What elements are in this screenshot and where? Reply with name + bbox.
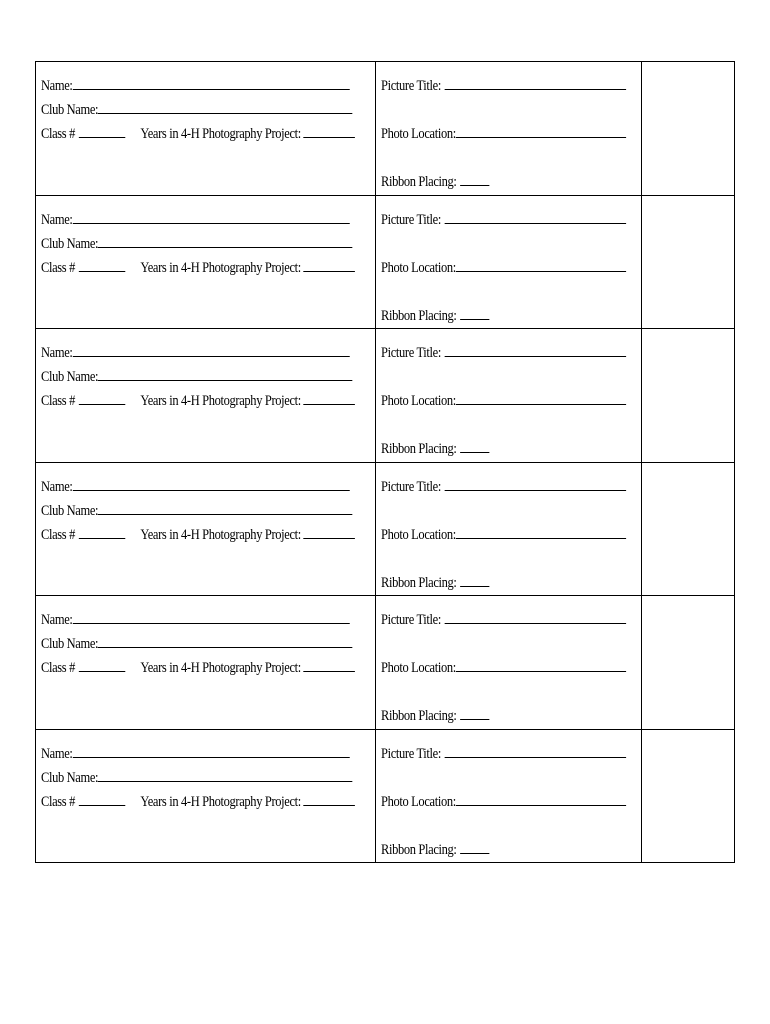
class-number-field[interactable] (78, 124, 124, 138)
photo-location-line (381, 258, 626, 276)
years-in-project-field[interactable] (303, 525, 355, 539)
entry-row (36, 462, 735, 596)
ribbon-placing-label: Ribbon Placing: (381, 708, 458, 724)
ribbon-placing-line (381, 706, 489, 724)
name-field[interactable] (73, 210, 350, 224)
photo-location-label: Photo Location: (381, 126, 457, 142)
photo-location-field[interactable] (456, 391, 626, 405)
name-line (41, 477, 349, 495)
years-in-project-label: Years in 4-H Photography Project: (140, 660, 301, 676)
class-number-field[interactable] (78, 525, 124, 539)
name-label: Name: (41, 745, 73, 762)
ribbon-placing-field[interactable] (460, 706, 489, 720)
name-line (41, 744, 349, 762)
name-line (41, 610, 349, 628)
years-in-project-label: Years in 4-H Photography Project: (140, 793, 301, 810)
photo-mount-cell (641, 462, 734, 596)
class-number-label: Class # (41, 259, 75, 276)
ribbon-placing-field[interactable] (460, 172, 489, 186)
class-number-label: Class # (41, 526, 75, 543)
photo-location-field[interactable] (456, 525, 626, 539)
photo-location-line (381, 792, 626, 810)
picture-title-line (381, 76, 626, 94)
exhibitor-info-cell (36, 62, 376, 196)
photo-mount-cell (641, 62, 734, 196)
class-years-line (41, 792, 355, 810)
photo-info-cell (376, 729, 641, 863)
ribbon-placing-line (381, 306, 489, 324)
ribbon-placing-label: Ribbon Placing: (381, 307, 458, 324)
name-field[interactable] (73, 76, 350, 90)
name-label: Name: (41, 345, 73, 361)
ribbon-placing-line (381, 172, 489, 190)
picture-title-field[interactable] (445, 343, 626, 357)
club-name-label: Club Name: (41, 769, 99, 786)
club-name-label: Club Name: (41, 636, 99, 652)
club-name-field[interactable] (98, 100, 353, 114)
photo-location-line (381, 124, 626, 142)
photo-mount-cell (641, 729, 734, 863)
class-number-field[interactable] (78, 658, 124, 672)
photo-location-label: Photo Location: (381, 526, 457, 543)
exhibitor-info-cell (36, 329, 376, 463)
picture-title-label: Picture Title: (381, 612, 442, 628)
club-name-line (41, 100, 353, 118)
years-in-project-field[interactable] (303, 792, 355, 806)
ribbon-placing-field[interactable] (460, 840, 489, 854)
name-field[interactable] (73, 343, 350, 357)
years-in-project-label: Years in 4-H Photography Project: (140, 126, 301, 142)
class-years-line (41, 124, 355, 142)
photo-location-line (381, 658, 626, 676)
ribbon-placing-label: Ribbon Placing: (381, 441, 458, 457)
name-label: Name: (41, 612, 73, 628)
entry-row (36, 729, 735, 863)
club-name-field[interactable] (98, 234, 353, 248)
class-years-line (41, 658, 355, 676)
class-number-label: Class # (41, 660, 75, 676)
years-in-project-label: Years in 4-H Photography Project: (140, 259, 301, 276)
photo-mount-cell (641, 329, 734, 463)
exhibitor-info-cell (36, 462, 376, 596)
class-years-line (41, 525, 355, 543)
club-name-line (41, 234, 353, 252)
name-label: Name: (41, 478, 73, 495)
exhibitor-info-cell (36, 596, 376, 730)
ribbon-placing-line (381, 840, 489, 858)
entry-row (36, 596, 735, 730)
picture-title-field[interactable] (445, 76, 626, 90)
photo-location-label: Photo Location: (381, 259, 457, 276)
name-line (41, 210, 349, 228)
club-name-line (41, 634, 353, 652)
photo-location-label: Photo Location: (381, 393, 457, 409)
name-label: Name: (41, 211, 73, 228)
photo-location-line (381, 391, 626, 409)
ribbon-placing-label: Ribbon Placing: (381, 174, 458, 190)
club-name-field[interactable] (98, 501, 353, 515)
picture-title-label: Picture Title: (381, 345, 442, 361)
exhibitor-info-cell (36, 195, 376, 329)
name-line (41, 343, 349, 361)
picture-title-label: Picture Title: (381, 478, 442, 495)
photo-location-field[interactable] (456, 792, 626, 806)
entry-table-body (36, 62, 735, 863)
picture-title-label: Picture Title: (381, 745, 442, 762)
picture-title-label: Picture Title: (381, 78, 442, 94)
picture-title-line (381, 477, 626, 495)
name-field[interactable] (73, 744, 350, 758)
club-name-label: Club Name: (41, 369, 99, 385)
name-label: Name: (41, 78, 73, 94)
photo-location-field[interactable] (456, 658, 626, 672)
class-number-label: Class # (41, 126, 75, 142)
ribbon-placing-field[interactable] (460, 439, 489, 453)
photo-location-label: Photo Location: (381, 660, 457, 676)
class-number-field[interactable] (78, 792, 124, 806)
picture-title-field[interactable] (445, 610, 626, 624)
ribbon-placing-line (381, 439, 489, 457)
photo-info-cell (376, 62, 641, 196)
picture-title-label: Picture Title: (381, 211, 442, 228)
entry-row (36, 62, 735, 196)
picture-title-field[interactable] (445, 210, 626, 224)
ribbon-placing-label: Ribbon Placing: (381, 841, 458, 858)
club-name-field[interactable] (98, 367, 353, 381)
ribbon-placing-field[interactable] (460, 306, 489, 320)
club-name-line (41, 768, 353, 786)
years-in-project-field[interactable] (303, 391, 355, 405)
photo-info-cell (376, 462, 641, 596)
years-in-project-label: Years in 4-H Photography Project: (140, 526, 301, 543)
exhibitor-info-cell (36, 729, 376, 863)
club-name-label: Club Name: (41, 102, 99, 118)
class-years-line (41, 391, 355, 409)
picture-title-line (381, 744, 626, 762)
photo-mount-cell (641, 195, 734, 329)
club-name-line (41, 501, 353, 519)
picture-title-field[interactable] (445, 744, 626, 758)
picture-title-line (381, 343, 626, 361)
photo-info-cell (376, 596, 641, 730)
years-in-project-field[interactable] (303, 124, 355, 138)
name-field[interactable] (73, 477, 350, 491)
photo-info-cell (376, 329, 641, 463)
club-name-field[interactable] (98, 634, 353, 648)
photo-info-cell (376, 195, 641, 329)
years-in-project-field[interactable] (303, 258, 355, 272)
photo-location-line (381, 525, 626, 543)
photography-entry-table (35, 61, 735, 863)
photo-location-field[interactable] (456, 124, 626, 138)
club-name-label: Club Name: (41, 235, 99, 252)
entry-row (36, 329, 735, 463)
photo-location-label: Photo Location: (381, 793, 457, 810)
club-name-field[interactable] (98, 768, 353, 782)
class-number-label: Class # (41, 393, 75, 409)
ribbon-placing-line (381, 573, 489, 591)
club-name-label: Club Name: (41, 502, 99, 519)
photo-location-field[interactable] (456, 258, 626, 272)
photo-mount-cell (641, 596, 734, 730)
ribbon-placing-label: Ribbon Placing: (381, 574, 458, 591)
picture-title-line (381, 610, 626, 628)
class-number-field[interactable] (78, 391, 124, 405)
name-line (41, 76, 349, 94)
picture-title-line (381, 210, 626, 228)
years-in-project-field[interactable] (303, 658, 355, 672)
club-name-line (41, 367, 353, 385)
entry-row (36, 195, 735, 329)
picture-title-field[interactable] (445, 477, 626, 491)
years-in-project-label: Years in 4-H Photography Project: (140, 393, 301, 409)
class-number-label: Class # (41, 793, 75, 810)
ribbon-placing-field[interactable] (460, 573, 489, 587)
class-number-field[interactable] (78, 258, 124, 272)
name-field[interactable] (73, 610, 350, 624)
class-years-line (41, 258, 355, 276)
